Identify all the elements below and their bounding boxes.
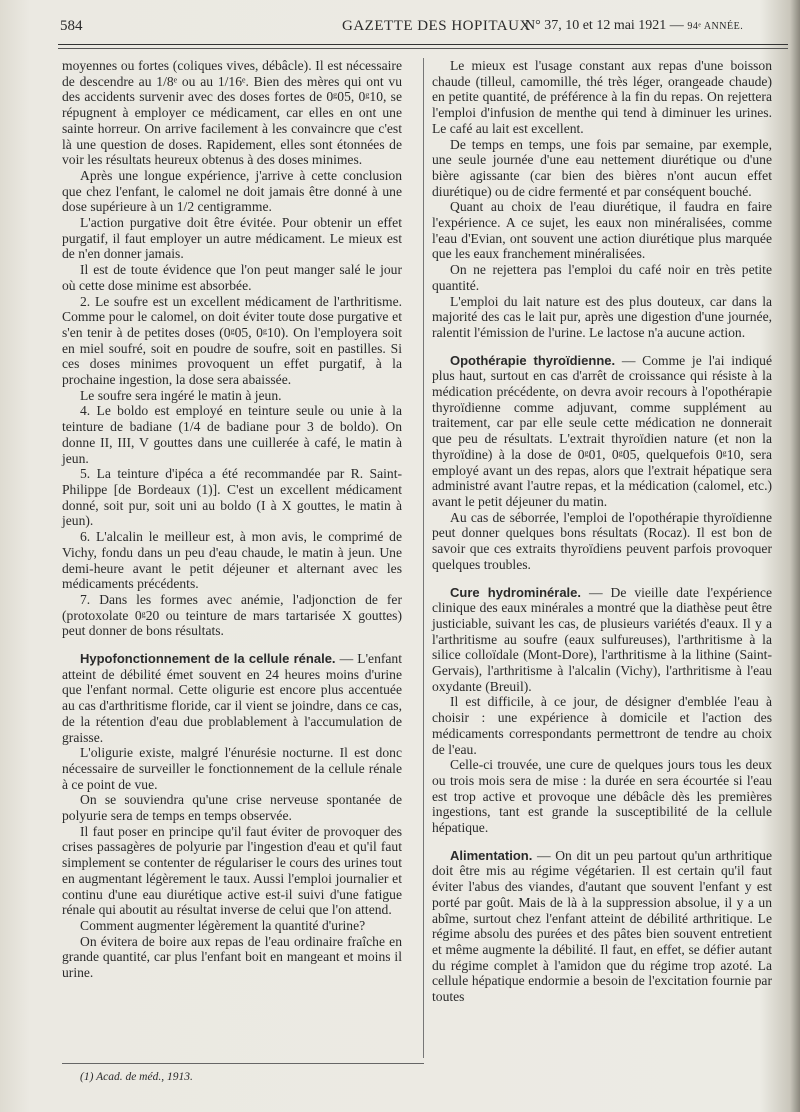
footnote: (1) Acad. de méd., 1913. xyxy=(80,1071,193,1083)
right-column xyxy=(432,58,772,1005)
section-text: — Comme je l'ai indiqué plus haut, surtout en cas d'arrêt de croissance qui résiste à la médication précédente, on devra avoir recours à l'opothérapie thyroïdienne comme adjuvant, comme supplément au traitement, car par elle seule cette médication ne donnerait que peu de résultats. L'extrait thyroïdien nature (et non la thyroïdine) à la dose de 0ᵍ01, 0ᵍ05, quelquefois 0ᵍ10, sera employé avant un des repas, alors que l'extrait hépatique sera administré avant l'autre repas, et la médication (calomel, etc.) avant le petit déjeuner du matin. xyxy=(432,352,772,509)
column-divider xyxy=(423,58,424,1058)
page-number: 584 xyxy=(60,18,83,34)
paragraph: Le soufre sera ingéré le matin à jeun. xyxy=(80,387,282,403)
left-column xyxy=(62,58,402,981)
paragraph: 7. Dans les formes avec anémie, l'adjonction de fer (protoxolate 0ᵍ20 ou teinture de mars tartarisée X gouttes) peut donner de bons résultats. xyxy=(62,591,402,639)
section-text: — On dit un peu partout qu'un arthritique doit être mis au régime végétarien. Il est certain qu'il faut éviter l'abus des viandes, d'autant que souvent l'enfant y est porté par goût. Mais de là à la suppression absolue, il y a un abîme, surtout chez l'enfant atteint de débilité arthritique. Le régime absolu des purées et des pâtes bien souvent entretient et même augmente la débilité. Il faut, en effet, se défier autant du régime complet à l'amidon que du régime trop azoté. La cellule hépatique endormie a besoin de l'excitation fournie par toutes xyxy=(432,847,772,1005)
paragraph: 4. Le boldo est employé en teinture seule ou unie à la teinture de badiane (1/4 de badiane pour 3 de boldo). On donne II, III, V gouttes dans une cuillerée à café, le matin à jeun. xyxy=(62,403,402,466)
paragraph: On évitera de boire aux repas de l'eau ordinaire fraîche en grande quantité, car plus l'enfant boit en mangeant et moins il urine. xyxy=(62,933,402,981)
section-heading: Hypofonctionnement de la cellule rénale. xyxy=(80,651,336,667)
paragraph: moyennes ou fortes (coliques vives, débâcle). Il est nécessaire de descendre au 1/8ᵉ ou au 1/16ᵉ. Bien des mères qui ont vu des accidents survenir avec des doses fortes de 0ᵍ05, 0ᵍ10, se répugnent à employer ce médicament, car elles en ont une sainte horreur. On arrive facilement à les convaincre que c'est là une question de doses. Rapidement, elles sont étonnées de voir les résultats heureux obtenus à des doses minimes. xyxy=(62,58,402,168)
paragraph: Celle-ci trouvée, une cure de quelques jours tous les deux ou trois mois sera de mise : la durée en sera écourtée si l'eau est trop active et provoque une débâcle dès les premières ingestions, tant est grande la susceptibilité de la cellule hépatique. xyxy=(432,757,772,836)
paragraph: L'emploi du lait nature est des plus douteux, car dans la majorité des cas le lait pur, après une digestion d'une journée, ralentit l'émission de l'urine. Le lactose n'a aucune action. xyxy=(432,293,772,340)
running-header xyxy=(0,18,790,46)
paragraph: L'oligurie existe, malgré l'énurésie nocturne. Il est donc nécessaire de surveiller le fonctionnement de la cellule rénale à ce point de vue. xyxy=(62,745,402,792)
paragraph: L'action purgative doit être évitée. Pour obtenir un effet purgatif, il faut employer un autre médicament. Le mieux est de n'en donner jamais. xyxy=(62,215,402,262)
paragraph: Il est de toute évidence que l'on peut manger salé le jour où cette dose minime est absorbée. xyxy=(62,262,402,293)
section-paragraph xyxy=(432,353,772,510)
paragraph: Au cas de séborrée, l'emploi de l'opothérapie thyroïdienne peut donner quelques bons résultats (Rocaz). Il est bon de savoir que ces extraits thyroïdiens peuvent parfois provoquer quelques troubles. xyxy=(432,509,772,572)
paragraph: Il faut poser en principe qu'il faut éviter de provoquer des crises passagères de polyurie par l'ingestion d'eau et qu'il faut simplement se contenter de régulariser le cours des urines tout en augmentant légèrement le taux. Aussi l'emploi journalier et continu d'une eau diurétique active est-il suivi d'une fatigue rénale qui aboutit au résultat inverse de celui que l'on attend. xyxy=(62,823,402,918)
section-text: — De vieille date l'expérience clinique des eaux minérales a montré que la diathèse peut être justiciable, suivant les cas, de plusieurs variétés d'eaux. Il y a l'arthritisme au soufre (eaux sulfureuses), l'arthritisme à la silice colloïdale (Mont-Dore), l'arthritisme à la lithine (Saint-Gervais), l'arthritisme à l'alcalin (Vichy), l'arthritisme à l'eau oxydante (Breuil). xyxy=(432,584,772,694)
section-text: — L'enfant atteint de débilité émet souvent en 24 heures moins d'urine que l'enfant normal. Cette oligurie est encore plus accentuée au cas d'arthritisme floride, car il vient se joindre, dans ce cas, de la rétention d'eau due problablement à l'accumulation de graisse. xyxy=(62,651,403,745)
section-heading: Alimentation. xyxy=(450,847,533,863)
paragraph: 2. Le soufre est un excellent médicament de l'arthritisme. Comme pour le calomel, on doit éviter toute dose purgative et s'en tenir à de petites doses (0ᵍ05, 0ᵍ10). On l'employera soit en miel soufré, soit en poudre de soufre, soit en pastilles. Si ces doses minimes provoquent un effet purgatif, à la prochaine ingestion, la dose sera abaissée. xyxy=(62,293,402,388)
paragraph: Le mieux est l'usage constant aux repas d'une boisson chaude (tilleul, camomille, thé très léger, orangeade chaude) en petite quantité, de préférence à la fin du repas. On rejettera l'emploi d'infusion de menthe qui tend à diminuer les urines. Le café au lait est excellent. xyxy=(432,58,772,136)
section-heading: Opothérapie thyroïdienne. xyxy=(450,352,616,368)
issue-number: N° 37, 10 et 12 mai 1921 — xyxy=(525,18,684,33)
header-rule-thin xyxy=(58,48,788,49)
paragraph: On se souviendra qu'une crise nerveuse spontanée de polyurie sera de temps en temps observée. xyxy=(62,792,402,824)
footnote-rule xyxy=(62,1063,424,1064)
section-paragraph xyxy=(432,848,772,1005)
header-rule xyxy=(58,44,788,45)
paragraph: Comment augmenter légèrement la quantité d'urine? xyxy=(80,917,366,933)
paragraph: On ne rejettera pas l'emploi du café noir en très petite quantité. xyxy=(432,262,772,293)
issue-info xyxy=(525,18,743,34)
paragraph: 6. L'alcalin le meilleur est, à mon avis, le comprimé de Vichy, fondu dans un peu d'eau chaude, le matin à jeun. Une demi-heure avant le petit déjeuner et alternant avec les médicaments précédents. xyxy=(62,529,402,592)
paragraph: Il est difficile, à ce jour, de désigner d'emblée l'eau à choisir : une expérience à domicile et l'action des médicaments correspondants permettront de tendre au choix de l'eau. xyxy=(432,694,772,757)
section-paragraph xyxy=(62,651,402,745)
journal-title: GAZETTE DES HOPITAUX xyxy=(342,18,531,34)
section-heading: Cure hydrominérale. xyxy=(450,584,581,600)
paragraph: De temps en temps, une fois par semaine, par exemple, une seule journée d'une eau nettement diurétique ou d'une bière agissante (car bien des bières n'ont aucun effet diurétique) ou de cidre fermenté et par conséquent bouché. xyxy=(432,136,772,199)
section-paragraph xyxy=(432,585,772,695)
paragraph: 5. La teinture d'ipéca a été recommandée par R. Saint-Philippe [de Bordeaux (1)]. C'est un excellent médicament donné, soit pur, soit uni au boldo (I à X gouttes, le matin à jeun). xyxy=(62,466,402,529)
paragraph: Quant au choix de l'eau diurétique, il faudra en faire l'expérience. A ce sujet, les eaux non minéralisées, comme l'eau d'Evian, ont souvent une action diurétique plus marquée que les eaux franchement minéralisées. xyxy=(432,199,772,262)
issue-year: 94ᵉ ANNÉE. xyxy=(687,21,744,32)
paragraph: Après une longue expérience, j'arrive à cette conclusion que chez l'enfant, le calomel ne doit jamais être donné à une dose supérieure à un 1/2 centigramme. xyxy=(62,167,402,215)
